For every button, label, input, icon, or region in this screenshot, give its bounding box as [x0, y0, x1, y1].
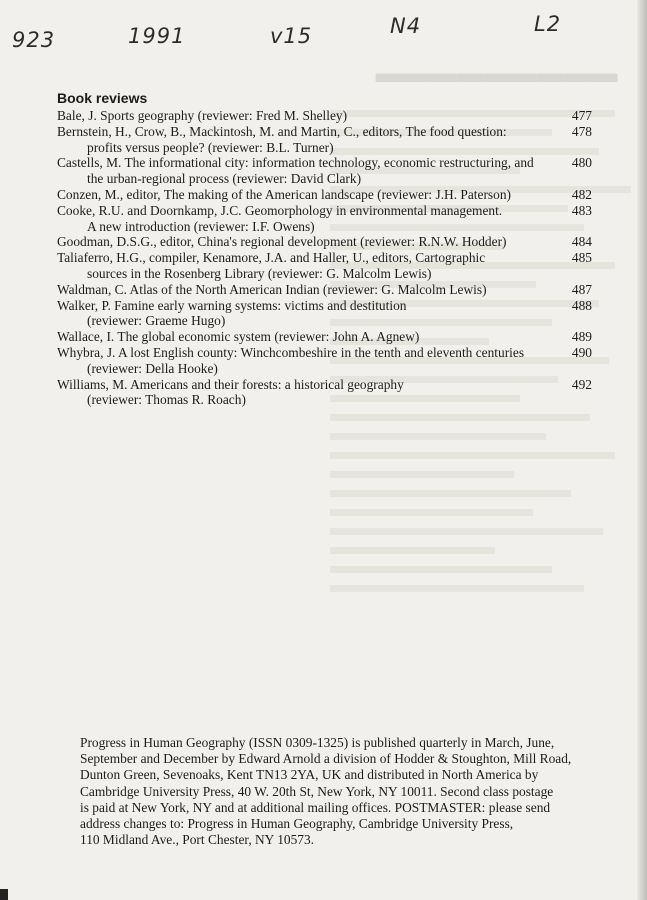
review-entry	[57, 124, 592, 156]
publication-notice	[80, 735, 640, 848]
review-entry	[57, 298, 592, 330]
review-text: Taliaferro, H.G., compiler, Kenamore, J.A. and Haller, U., editors, Cartographic	[57, 250, 486, 266]
page-number: 489	[571, 329, 592, 345]
review-entry	[57, 345, 592, 377]
handwritten-mark: 923	[12, 28, 56, 52]
notice-line: Progress in Human Geography (ISSN 0309-1325) is published quarterly in March, June,	[80, 735, 555, 750]
handwritten-mark: N4	[390, 14, 422, 38]
review-text: Castells, M. The informational city: information technology, economic restructuring, and	[57, 155, 534, 171]
page-number: 482	[571, 186, 592, 202]
notice-line: 110 Midland Ave., Port Chester, NY 10573.	[80, 832, 315, 848]
review-text: Goodman, D.S.G., editor, China's regional development (reviewer: R.N.W. Hodder)	[57, 234, 507, 250]
section-title: Book reviews	[57, 90, 148, 106]
review-text: (reviewer: Della Hooke)	[87, 360, 218, 376]
review-text: (reviewer: Graeme Hugo)	[87, 313, 226, 329]
handwritten-mark: L2	[534, 12, 562, 36]
page-number: 483	[571, 202, 592, 218]
review-text: Whybra, J. A lost English county: Winchcombeshire in the tenth and eleventh centuries	[57, 344, 525, 360]
page-number: 477	[571, 108, 592, 123]
page-number: 485	[571, 250, 592, 266]
review-text: sources in the Rosenberg Library (reviewer: G. Malcolm Lewis)	[87, 265, 432, 281]
handwritten-mark: 1991	[128, 24, 186, 48]
page-number: 490	[571, 344, 592, 360]
review-text: Waldman, C. Atlas of the North American Indian (reviewer: G. Malcolm Lewis)	[57, 281, 487, 297]
page-number: 487	[571, 281, 592, 297]
review-text: Wallace, I. The global economic system (reviewer: John A. Agnew)	[57, 329, 420, 345]
binding-mark	[0, 889, 8, 900]
review-text: Conzen, M., editor, The making of the American landscape (reviewer: J.H. Paterson)	[57, 186, 511, 202]
notice-line: September and December by Edward Arnold a division of Hodder & Stoughton, Mill Road,	[80, 751, 572, 767]
review-entry	[57, 377, 592, 409]
page-number: 492	[571, 376, 592, 392]
review-entry	[57, 234, 592, 250]
review-entry	[57, 108, 592, 124]
notice-line: Cambridge University Press, 40 W. 20th St, New York, NY 10011. Second class postage	[80, 783, 554, 799]
review-text: the urban-regional process (reviewer: David Clark)	[87, 171, 362, 187]
notice-line: Dunton Green, Sevenoaks, Kent TN13 2YA, UK and distributed in North America by	[80, 767, 539, 783]
notice-line: address changes to: Progress in Human Geography, Cambridge University Press,	[80, 816, 514, 832]
review-entry	[57, 250, 592, 282]
review-text: Williams, M. Americans and their forests: a historical geography	[57, 376, 404, 392]
review-text: Walker, P. Famine early warning systems: victims and destitution	[57, 297, 407, 313]
page-number: 484	[571, 234, 592, 250]
review-entry	[57, 187, 592, 203]
review-text: profits versus people? (reviewer: B.L. Turner)	[87, 139, 334, 155]
review-entry	[57, 329, 592, 345]
notice-line: is paid at New York, NY and at additional mailing offices. POSTMASTER: please send	[80, 799, 551, 815]
page-number: 480	[571, 155, 592, 171]
page-number: 488	[571, 297, 592, 313]
review-entry	[57, 203, 592, 235]
review-text: (reviewer: Thomas R. Roach)	[87, 392, 246, 408]
review-entry	[57, 282, 592, 298]
review-text: Cooke, R.U. and Doornkamp, J.C. Geomorphology in environmental management.	[57, 202, 503, 218]
review-entry	[57, 155, 592, 187]
handwritten-mark: v15	[270, 24, 313, 48]
bleed-through-decoration: ▬▬▬▬▬▬▬▬▬	[375, 58, 618, 89]
book-reviews-list	[57, 108, 592, 408]
review-text: A new introduction (reviewer: I.F. Owens)	[87, 218, 315, 234]
review-text: Bale, J. Sports geography (reviewer: Fred M. Shelley)	[57, 108, 348, 123]
review-text: Bernstein, H., Crow, B., Mackintosh, M. and Martin, C., editors, The food question:	[57, 123, 507, 139]
page-number: 478	[571, 123, 592, 139]
